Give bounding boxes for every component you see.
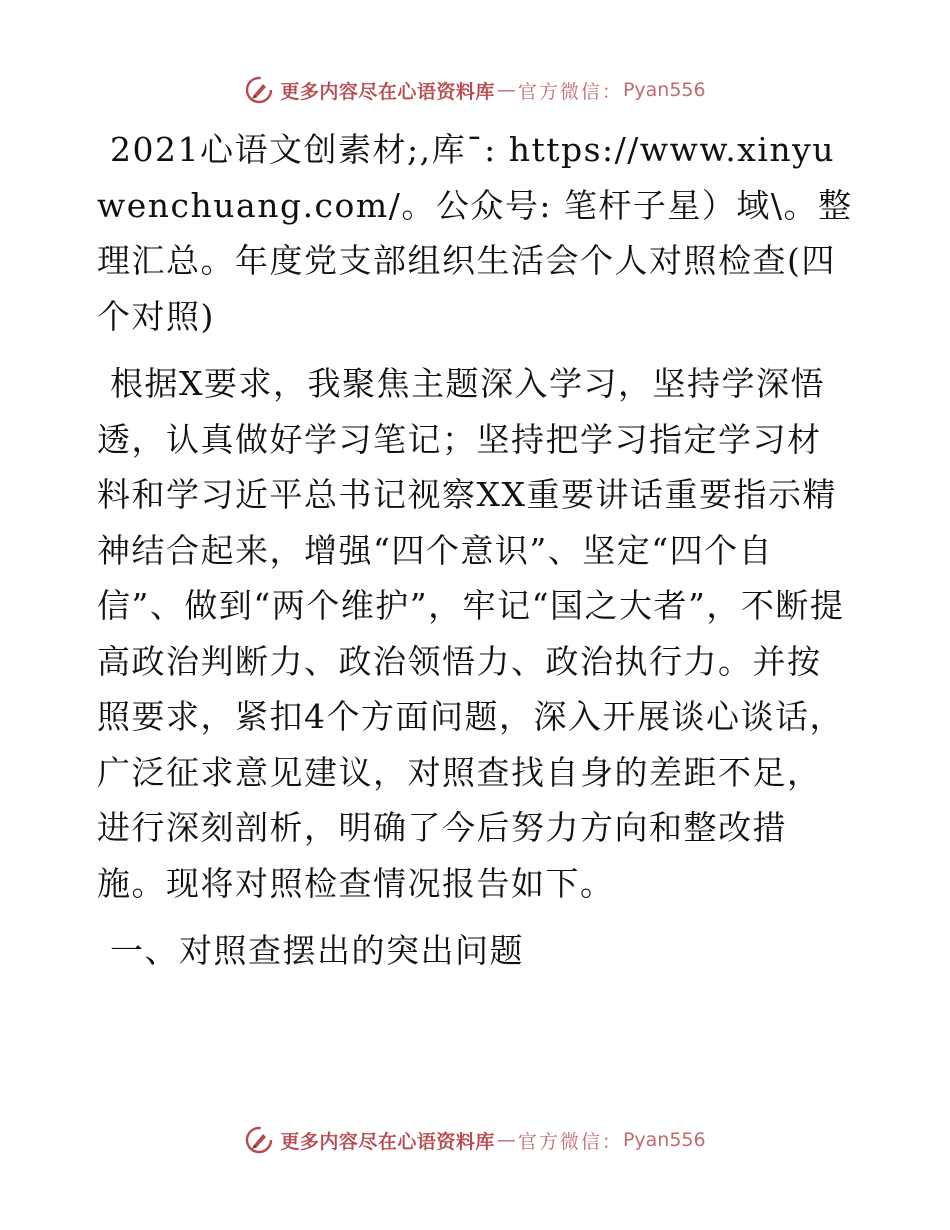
watermark-label: 官方微信： [517,1130,623,1153]
body-paragraph: 根据X要求，我聚焦主题深入学习，坚持学深悟透，认真做好学习笔记；坚持把学习指定学习材料和学习近平总书记视察XX重要讲话重要指示精神结合起来，增强“四个意识”、坚定“四个自信”、做到“两个维护”，牢记“国之大者”，不断提高政治判断力、政治领悟力、政治执行力。并按照要求，紧扣4个方面问题，深入开展谈心谈话，广泛征求意见建议，对照查找自身的差距不足，进行深刻剖析，明确了今后努力方向和整改措施。现将对照检查情况报告如下。 [97,364,845,903]
watermark-footer [0,1122,950,1158]
watermark-separator: — [496,1129,516,1151]
watermark-wechat-id: Pyan556 [622,1129,706,1151]
watermark-main-text: 更多内容尽在心语资料库 [280,80,495,103]
watermark-label: 官方微信： [517,80,623,103]
watermark-header [0,72,950,108]
intro-paragraph: 2021心语文创素材;,库¯: https://www.xinyuwenchuang.com/。公众号: 笔杆子星）域\。整理汇总。年度党支部组织生活会个人对照检查(四个对照) [97,130,853,336]
watermark-separator: — [496,79,516,101]
document-body [97,122,853,978]
brush-logo-icon [244,75,274,105]
watermark-wechat-id: Pyan556 [622,79,706,101]
watermark-main-text: 更多内容尽在心语资料库 [280,1130,495,1153]
section-heading: 一、对照查摆出的突出问题 [110,931,524,970]
brush-logo-icon [244,1125,274,1155]
